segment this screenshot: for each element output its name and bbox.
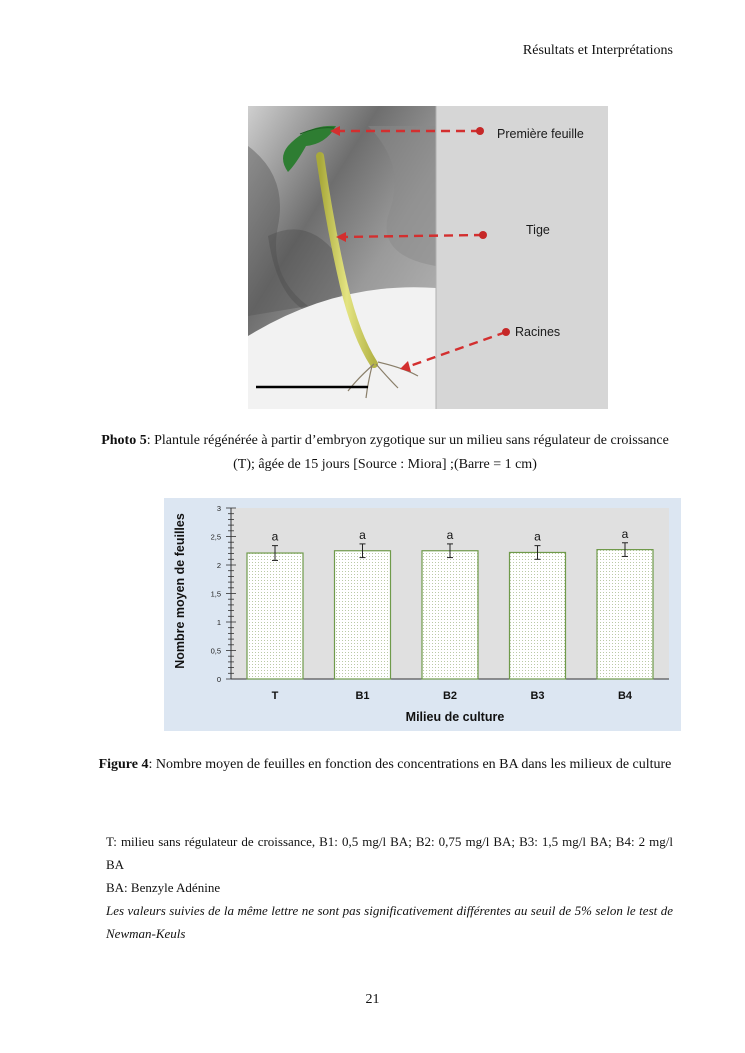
bar-B1 <box>335 551 391 679</box>
figure-caption-ref: Figure 4 <box>98 757 149 772</box>
y-tick-label: 2 <box>216 561 221 570</box>
running-header: Résultats et Interprétations <box>522 43 673 58</box>
y-tick-label: 0 <box>216 675 221 684</box>
x-tick-label: B1 <box>355 690 370 702</box>
photo-caption <box>90 429 680 477</box>
x-tick-label: B4 <box>617 690 633 702</box>
bar-B2 <box>422 551 478 679</box>
label-stem: Tige <box>526 223 550 237</box>
bar-B3 <box>510 552 566 679</box>
annotation-panel <box>436 106 608 409</box>
y-tick-label: 1,5 <box>210 589 221 599</box>
page-number: 21 <box>365 992 380 1007</box>
bar-T <box>247 553 303 679</box>
y-tick-label: 0,5 <box>210 646 221 656</box>
y-tick-label: 2,5 <box>210 532 221 542</box>
bar-chart <box>164 498 681 731</box>
label-first-leaf: Première feuille <box>497 127 584 141</box>
y-axis-label: Nombre moyen de feuilles <box>173 513 187 669</box>
note-ba-definition: BA: Benzyle Adénine <box>106 880 221 895</box>
significance-letter: a <box>359 527 366 542</box>
x-axis-label: Milieu de culture <box>405 710 505 724</box>
y-tick-label: 3 <box>216 504 221 513</box>
significance-letter: a <box>534 529 541 544</box>
significance-letter: a <box>271 529 279 544</box>
figure-caption <box>90 753 680 777</box>
note-medium-definitions: T: milieu sans régulateur de croissance, B1: 0,5 mg/l BA; B2: 0,75 mg/l BA; B3: 1,5 mg/l BA; B4: 2 mg/l BA <box>106 834 673 872</box>
notes-block <box>106 830 673 945</box>
label-roots: Racines <box>515 325 561 339</box>
significance-letter: a <box>446 527 454 542</box>
figure-caption-text: : Nombre moyen de feuilles en fonction des concentrations en BA dans les milieux de culture <box>148 757 672 772</box>
plantlet-photo <box>248 106 608 409</box>
photo-caption-text: : Plantule régénérée à partir d’embryon zygotique sur un milieu sans régulateur de croissance (T); âgée de 15 jours [Source : Miora] ;(Barre = 1 cm) <box>146 433 669 472</box>
x-tick-label: B2 <box>442 690 458 702</box>
x-tick-label: T <box>271 690 279 702</box>
bar-B4 <box>597 550 653 679</box>
x-tick-label: B3 <box>530 690 545 702</box>
note-statistics: Les valeurs suivies de la même lettre ne sont pas significativement différentes au seuil de 5% selon le test de Newman-Keuls <box>106 903 673 941</box>
photo-caption-ref: Photo 5 <box>101 433 147 448</box>
y-tick-label: 1 <box>216 618 221 627</box>
significance-letter: a <box>621 526 629 541</box>
